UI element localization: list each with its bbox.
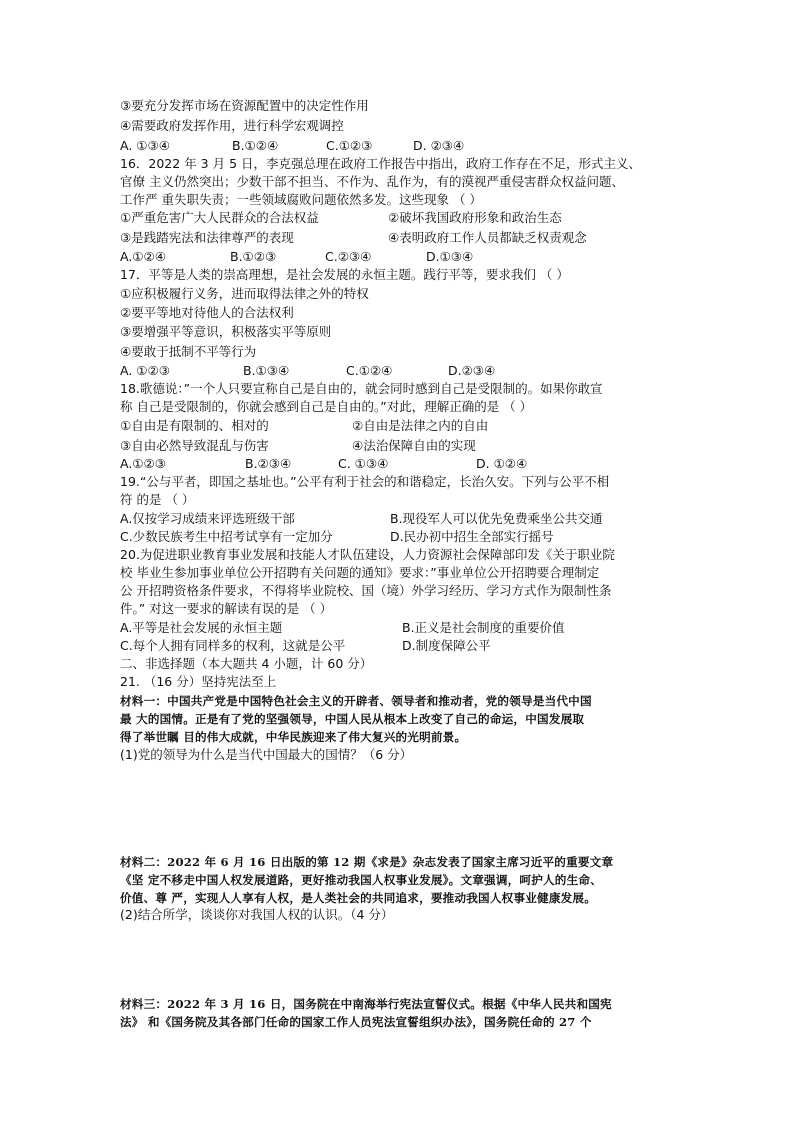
question-20-line: 校 毕业生参加事业单位公开招聘有关问题的通知》要求：”事业单位公开招聘要合理制定 (120, 565, 600, 580)
material-2-line: 价值、尊 严，实现人人享有人权，是人类社会的共同追求，要推动我国人权事业健康发展。 (120, 891, 596, 905)
choice-c: C.②③④ (325, 249, 372, 264)
question-18: 18.歌德说：”一个人只要宣称自己是自由的，就会同时感到自己是受限制的。如果你敢宣 (120, 381, 603, 396)
choice-a: A.平等是社会发展的永恒主题 (120, 620, 283, 635)
material-1-line: 最 大的国情。正是有了党的坚强领导，中国人民从根本上改变了自己的命运，中国发展取 (120, 712, 585, 726)
choice-a: A. ①②③ (120, 363, 170, 378)
statement-3: ③要增强平等意识，积极落实平等原则 (120, 324, 332, 339)
question-16-line: 工作严 重失职失责；一些领域腐败问题依然多发。这些现象 （ ） (120, 192, 482, 207)
statement-3: ③是践踏宪法和法律尊严的表现 (120, 230, 294, 245)
choice-b: B.正义是社会制度的重要价值 (402, 620, 565, 635)
choice-d: D. ②③④ (413, 138, 465, 153)
question-18-line: 称 自己是受限制的，你就会感到自己是自由的。”对此，理解正确的是 （ ） (120, 399, 533, 414)
choice-c: C. ①③④ (338, 456, 389, 471)
choice-d: D. ①②④ (476, 456, 528, 471)
choice-b: B.①②④ (232, 138, 279, 153)
choice-d: D.①③④ (426, 249, 474, 264)
choice-d: D.民办初中招生全部实行摇号 (390, 529, 554, 544)
material-1: 材料一：中国共产党是中国特色社会主义的开辟者、领导者和推动者，党的领导是当代中国 (120, 694, 592, 708)
option-line: ④需要政府发挥作用，进行科学宏观调控 (120, 118, 344, 133)
sub-question-1: (1)党的领导为什么是当代中国最大的国情？（6 分） (120, 747, 413, 762)
question-20-line: 件。” 对这一要求的解读有误的是 （ ） (120, 601, 333, 616)
statement-1: ①自由是有限制的、相对的 (120, 418, 269, 433)
choice-c: C.①②④ (346, 363, 393, 378)
question-21: 21. （16 分）坚持宪法至上 (120, 674, 277, 689)
choice-b: B.②③④ (245, 456, 292, 471)
question-17: 17．平等是人类的崇高理想，是社会发展的永恒主题。践行平等，要求我们 （ ） (120, 267, 569, 282)
choice-b: B.现役军人可以优先免费乘坐公共交通 (390, 511, 603, 526)
section-heading: 二、非选择题（本大题共 4 小题，计 60 分） (120, 656, 373, 671)
question-20: 20.为促进职业教育事业发展和技能人才队伍建设，人力资源社会保障部印发《关于职业院 (120, 547, 615, 562)
question-20-line: 公 开招聘资格条件要求，不得将毕业院校、国（境）外学习经历、学习方式作为限制性条 (120, 583, 612, 598)
choice-a: A. ①③④ (120, 138, 170, 153)
choice-a: A.①②③ (120, 456, 166, 471)
question-16-line: 官僚 主义仍然突出；少数干部不担当、不作为、乱作为，有的漠视严重侵害群众权益问题、 (120, 174, 624, 189)
statement-3: ③自由必然导致混乱与伤害 (120, 438, 269, 453)
choice-c: C.少数民族考生中招考试享有一定加分 (120, 529, 333, 544)
choice-d: D.制度保障公平 (402, 638, 491, 653)
statement-4: ④表明政府工作人员都缺乏权责观念 (388, 230, 587, 245)
choice-b: B.①②③ (230, 249, 277, 264)
statement-2: ②要平等地对待他人的合法权利 (120, 305, 294, 320)
choice-c: C.每个人拥有同样多的权利，这就是公平 (120, 638, 346, 653)
option-line: ③要充分发挥市场在资源配置中的决定性作用 (120, 98, 369, 113)
statement-1: ①严重危害广大人民群众的合法权益 (120, 210, 319, 225)
material-2: 材料二：2022 年 6 月 16 日出版的第 12 期《求是》杂志发表了国家主席习近平的重要文章 (120, 855, 614, 869)
question-19-line: 符 的是 （ ） (120, 492, 195, 507)
choice-a: A.仅按学习成绩来评选班级干部 (120, 511, 295, 526)
choice-c: C.①②③ (326, 138, 373, 153)
statement-1: ①应积极履行义务，进而取得法律之外的特权 (120, 286, 369, 301)
material-2-line: 《坚 定不移走中国人权发展道路，更好推动我国人权事业发展》。文章强调，呵护人的生命、 (120, 873, 602, 887)
question-16: 16．2022 年 3 月 5 日，李克强总理在政府工作报告中指出，政府工作存在不足，形式主义、 (120, 156, 641, 171)
statement-4: ④要敢于抵制不平等行为 (120, 344, 257, 359)
statement-2: ②自由是法律之内的自由 (352, 418, 489, 433)
material-1-line: 得了举世瞩 目的伟大成就，中华民族迎来了伟大复兴的光明前景。 (120, 730, 467, 744)
choice-d: D.②③④ (448, 363, 496, 378)
statement-4: ④法治保障自由的实现 (352, 438, 476, 453)
choice-b: B.①③④ (243, 363, 290, 378)
material-3-line: 法》 和《国务院及其各部门任命的国家工作人员宪法宣誓组织办法》，国务院任命的 27 个 (120, 1015, 592, 1029)
choice-a: A.①②④ (120, 249, 166, 264)
material-3: 材料三：2022 年 3 月 16 日，国务院在中南海举行宪法宣誓仪式。根据《中华人民共和国宪 (120, 997, 612, 1011)
statement-2: ②破坏我国政府形象和政治生态 (388, 210, 562, 225)
sub-question-2: (2)结合所学，谈谈你对我国人权的认识。（4 分） (120, 907, 394, 922)
question-19: 19.“公与平者，即国之基址也。”公平有利于社会的和谐稳定，长治久安。下列与公平不相 (120, 474, 610, 489)
